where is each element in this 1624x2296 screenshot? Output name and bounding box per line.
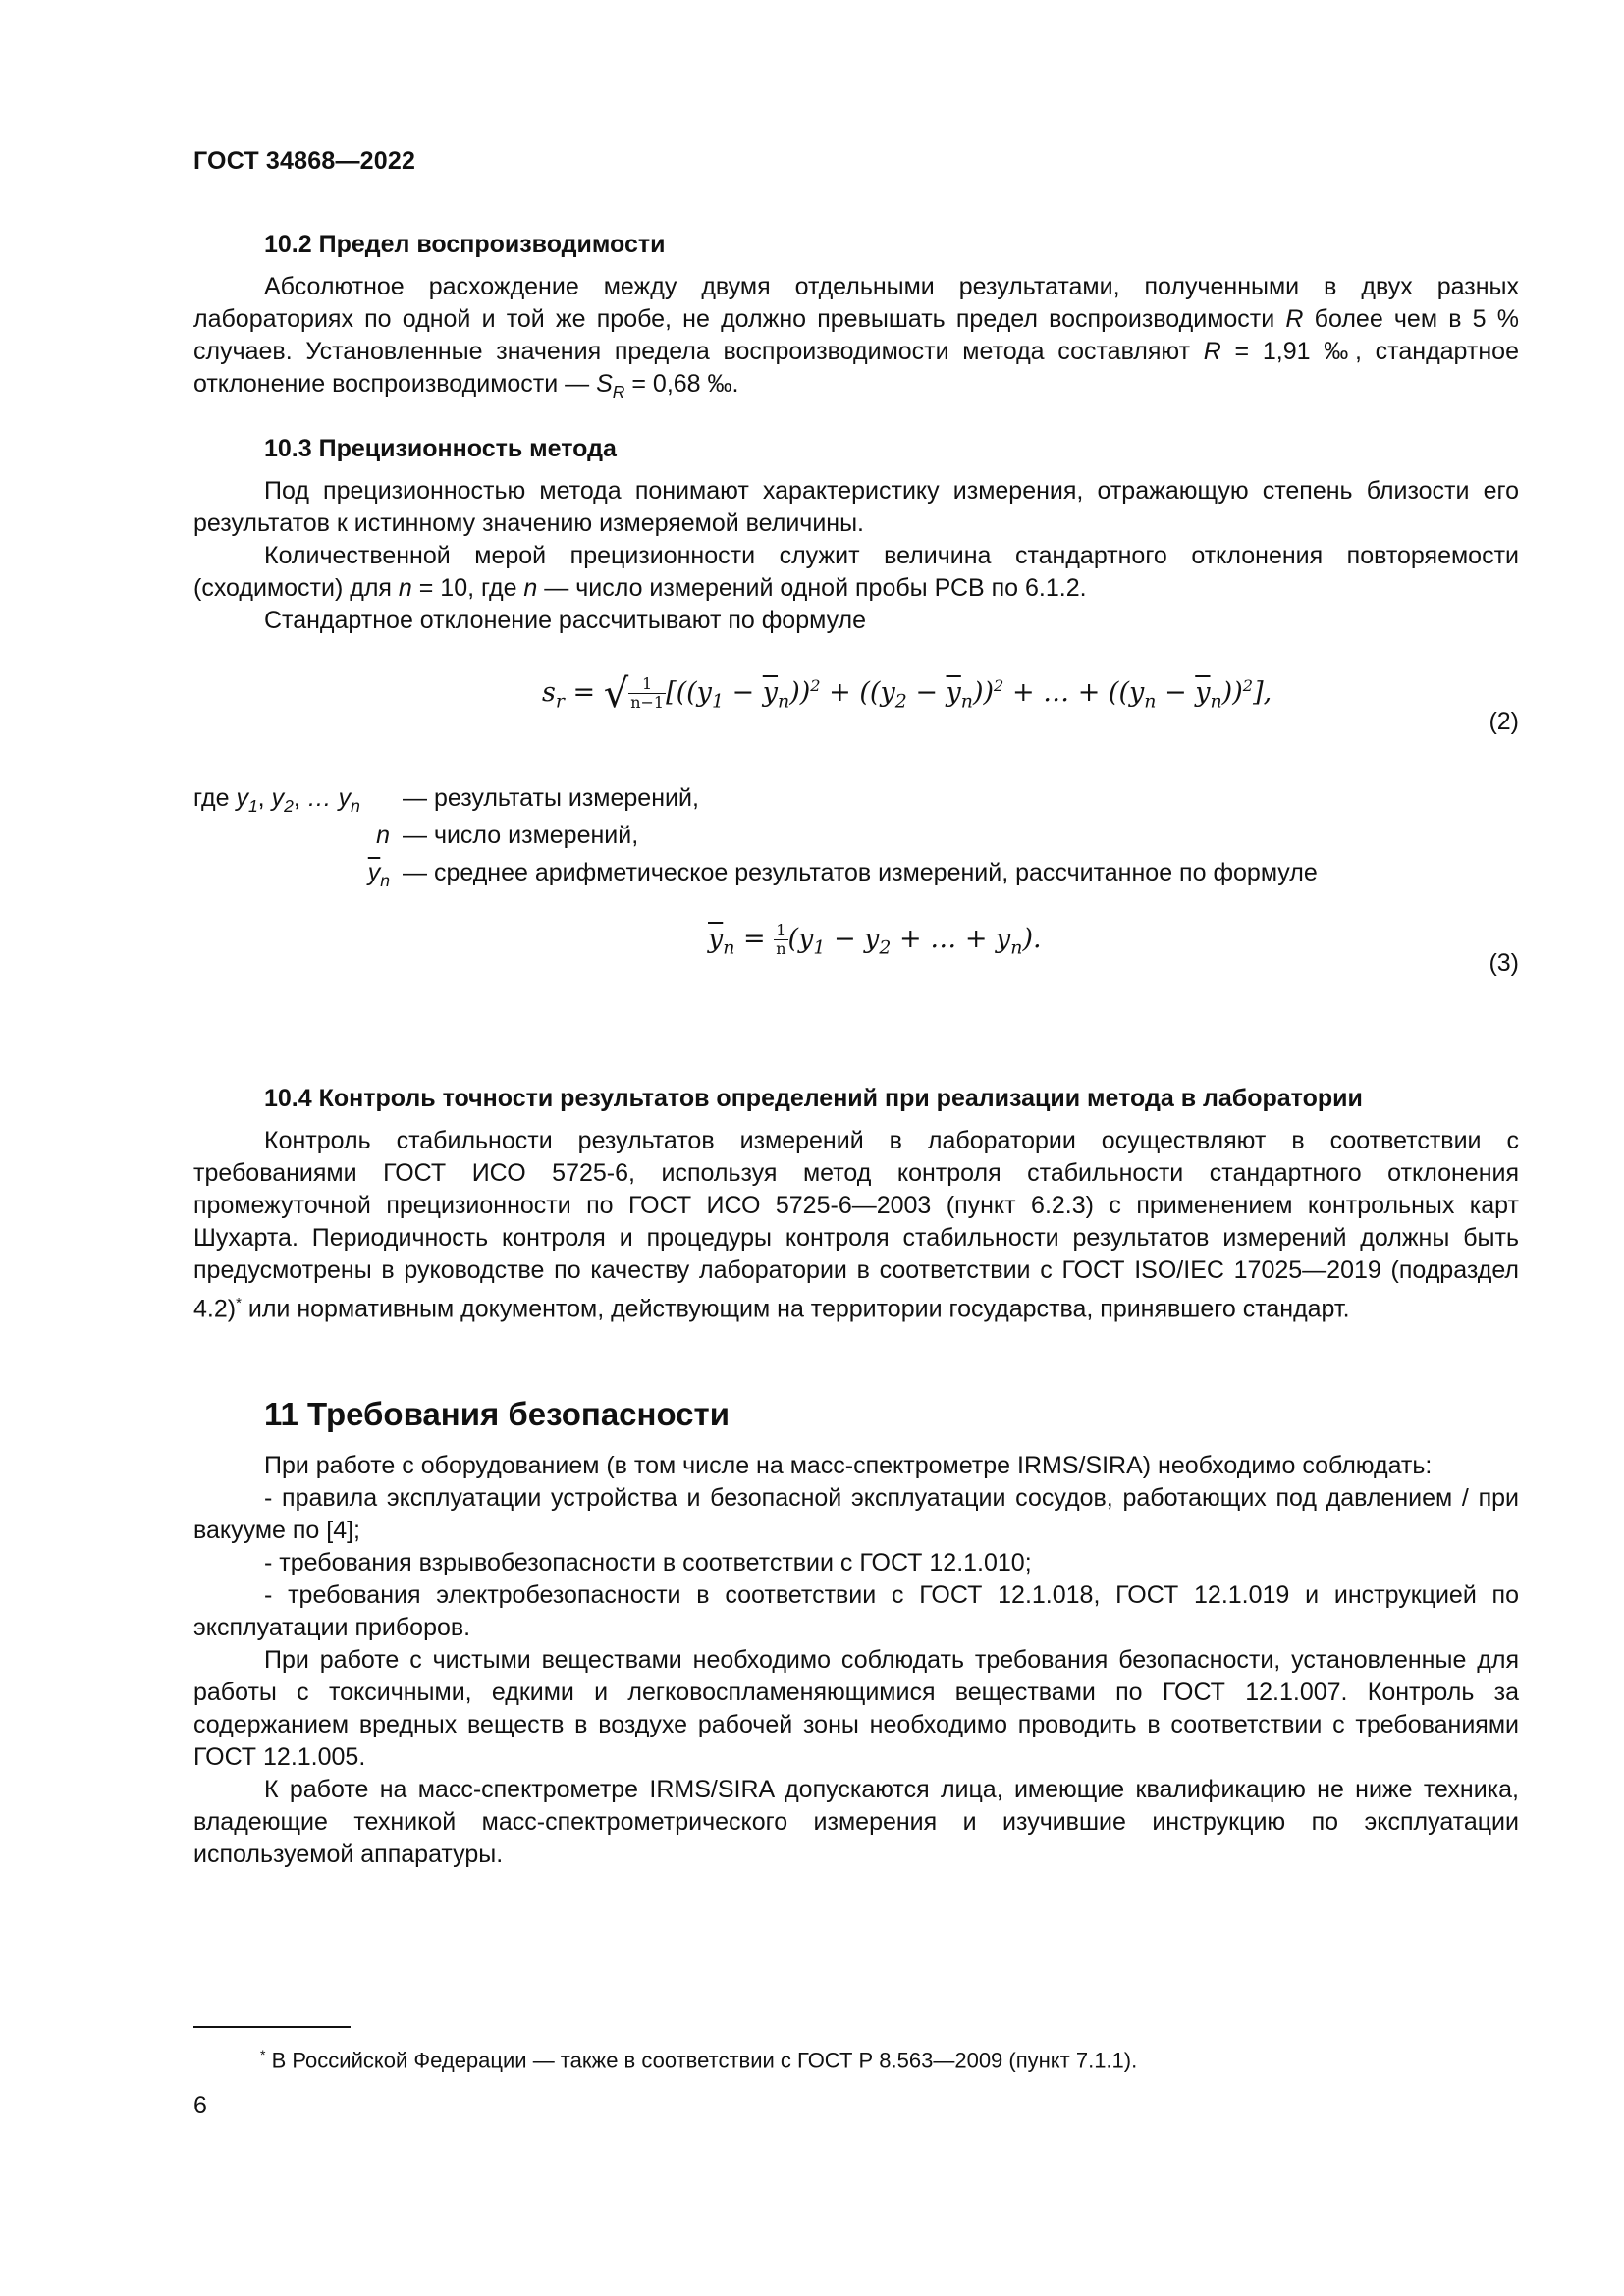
section-10-2 xyxy=(193,229,1519,408)
paragraph: При работе с оборудованием (в том числе на масс-спектрометре IRMS/SIRA) необходимо соблюдать: xyxy=(264,1452,1433,1479)
paragraph: Стандартное отклонение рассчитывают по формуле xyxy=(264,607,867,634)
standard-header: ГОСТ 34868—2022 xyxy=(193,147,416,175)
formula-legend xyxy=(193,782,1519,894)
section-11 xyxy=(193,1398,1519,1871)
section-10-3 xyxy=(193,433,1519,994)
equation-number: (3) xyxy=(1489,949,1519,977)
list-item: - требования взрывобезопасности в соответствии с ГОСТ 12.1.010; xyxy=(264,1549,1032,1576)
formula-2 xyxy=(193,659,1519,757)
section-title: 10.4 Контроль точности результатов определений при реализации метода в лаборатории xyxy=(264,1085,1363,1112)
chapter-title: 11 Требования безопасности xyxy=(264,1396,730,1432)
section-10-4 xyxy=(193,1083,1519,1325)
section-title: 10.2 Предел воспроизводимости xyxy=(264,231,666,258)
legend-item: n — число измерений, xyxy=(376,822,639,849)
formula-3-expression: $\overline{y}_n$ = $\frac{1}{n}$ ($y_1 - y_2$ + … + $y_n$). xyxy=(708,921,1042,959)
footnote: * В Российской Федерации — также в соответствии с ГОСТ Р 8.563—2009 (пункт 7.1.1). xyxy=(260,2047,1138,2073)
section-title: 10.3 Прецизионность метода xyxy=(264,435,617,462)
legend-item: $\overline{y}_n$ — среднее арифметическое результатов измерений, рассчитанное по формуле xyxy=(367,859,1318,890)
paragraph: Количественной мерой прецизионности служит величина стандартного отклонения повторяемости (сходимости) для n = 10, где n — число измерений одной пробы РСВ по 6.1.2. xyxy=(193,542,1519,602)
paragraph: При работе с чистыми веществами необходимо соблюдать требования безопасности, установленные для работы с токсичными, едкими и легковоспламеняющимися веществами по ГОСТ 12.1.007. Контроль за содержанием вредных веществ в воздухе рабочей зоны необходимо проводить в соответствии с требованиями ГОСТ 12.1.005. xyxy=(193,1646,1519,1771)
page-number: 6 xyxy=(193,2092,207,2119)
formula-2-expression: $s_r$ = √ $\frac{1}{n-1}$ [$((y_1 - \overline{y}_n))^2 + ((y_2 - \overline{y}_n))^2$ + … + $((y_n - \overline{y}_n))^2$], xyxy=(542,667,1272,718)
footnote-divider xyxy=(193,2026,351,2028)
equation-number: (2) xyxy=(1489,708,1519,735)
list-item: - требования электробезопасности в соответствии с ГОСТ 12.1.018, ГОСТ 12.1.019 и инструкцией по эксплуатации приборов. xyxy=(193,1581,1519,1641)
paragraph: Контроль стабильности результатов измерений в лаборатории осуществляют в соответствии с требованиями ГОСТ ИСО 5725-6, используя метод контроля стабильности стандартного отклонения промежуточной прецизионности по ГОСТ ИСО 5725-6—2003 (пункт 6.2.3) с применением контрольных карт Шухарта. Периодичность контроля и процедуры контроля стабильности результатов измерений должны быть предусмотрены в руководстве по качеству лаборатории в соответствии с ГОСТ ISO/IEC 17025—2019 (подраздел 4.2)* или нормативным документом, действующим на территории государства, принявшего стандарт. xyxy=(193,1127,1519,1323)
list-item: - правила эксплуатации устройства и безопасной эксплуатации сосудов, работающих под давлением / при вакууме по [4]; xyxy=(193,1484,1519,1544)
legend-item: где $y_1$, $y_2$, … $y_n$ — результаты измерений, xyxy=(193,784,699,816)
paragraph: Абсолютное расхождение между двумя отдельными результатами, полученными в двух разных лабораториях по одной и той же пробе, не должно превышать предел воспроизводимости R более чем в 5 % случаев. Установленные значения предела воспроизводимости метода составляют R = 1,91 ‰, стандартное отклонение воспроизводимости — $S_R = 0,68$ ‰. xyxy=(193,273,1520,401)
paragraph: К работе на масс-спектрометре IRMS/SIRA допускаются лица, имеющие квалификацию не ниже техника, владеющие техникой масс-спектрометрического измерения и изучившие инструкцию по эксплуатации используемой аппаратуры. xyxy=(193,1776,1519,1868)
paragraph: Под прецизионностью метода понимают характеристику измерения, отражающую степень близости его результатов к истинному значению измеряемой величины. xyxy=(193,477,1519,537)
formula-3 xyxy=(193,922,1519,994)
